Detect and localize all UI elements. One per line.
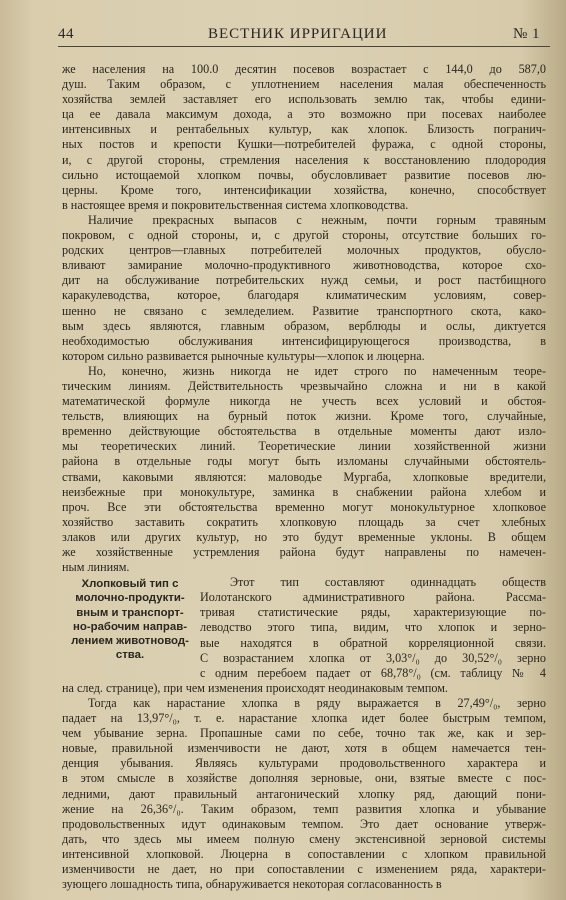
text-line: с одним перебоем падает от 68,78°/₀ (см. таблицу № 4: [200, 665, 546, 680]
text-line: неизбежные при монокультуре, заминка в снабжении района хлебом и: [62, 484, 546, 499]
paragraph-1: [62, 62, 546, 213]
text-line: шенно не связано с земледелием. Развитие транспортного скота, како-: [62, 303, 546, 318]
text-line: в этом смысле в хозяйстве дополняя зерновые, они, взятые вместе с пос-: [62, 771, 546, 786]
type-section: [62, 575, 546, 681]
text-line: церны. Кроме того, интенсификации хозяйства, конечно, способствует: [62, 182, 546, 197]
side-heading-line: но-рабочим направ-: [72, 620, 188, 633]
text-line: злаков или других культур, но это будут временные уклоны. В общем: [62, 529, 546, 544]
text-line: Наличие прекрасных выпасов с нежным, почти горным травяным: [88, 212, 546, 227]
text-line: новые, правильной изменчивости не дают, хотя в общем намечается тен-: [62, 741, 546, 756]
paragraph-2: [62, 213, 546, 364]
text-line: денция убывания. Являясь культурами продовольственного характера и: [62, 756, 546, 771]
text-line: мы теоретических линий. Теоретические линии хозяйственной жизни: [62, 439, 546, 454]
text-line: и, с другой стороны, стремления населения к восстановлению плодородия: [62, 152, 546, 167]
text-line: жение на 26,36°/₀. Таким образом, темп развития хлопка и убывание: [62, 801, 546, 816]
text-line: дать, что здесь мы имеем полную смену экстенсивной зерновой системы: [62, 831, 546, 846]
text-line: котором сильно развивается рыночные культуры—хлопок и люцерна.: [62, 348, 425, 363]
text-line: изменчивости не дает, но при сопоставлении с изменением ряда, характери-: [62, 861, 546, 876]
text-line: интенсивной хлопковой. Люцерна в сопоставлении с хлопком правильной: [62, 846, 546, 861]
text-line: интенсивных и рентабельных культур, как хлопок. Близость погранич-: [62, 122, 546, 137]
text-line: Этот тип составляют одиннадцать обществ: [230, 575, 546, 590]
side-heading-line: вным и транспорт-: [76, 606, 184, 619]
journal-title: ВЕСТНИК ИРРИГАЦИИ: [208, 26, 388, 42]
text-line: родских центров—главных потребителей молочных продуктов, обусло-: [62, 243, 546, 258]
text-line: ледними, дают правильный антагонический хлопку ряд, дающий пони-: [62, 786, 546, 801]
section-intro: [200, 575, 546, 681]
text-line: же хозяйственные устремления района будут направлены по намечен-: [62, 545, 546, 559]
text-line: Иолотанского административного района. Рассма-: [200, 590, 546, 605]
paragraph-3: [62, 364, 546, 575]
text-line: падает на 13,97°/₀, т. е. нарастание хлопка идет более быстрым темпом,: [62, 711, 546, 726]
text-line: ных постов и крепости Кушки—потребителей фуража, с одной стороны,: [62, 137, 546, 152]
section-tail-line: на след. странице), при чем изменения происходят неодинаковым темпом.: [62, 680, 448, 695]
text-line: чем убывание зерна. Пропашные сами по себе, точно так же, как и зер-: [62, 726, 546, 741]
article-body: [62, 62, 546, 892]
text-line: хозяйства землей заставляет его использовать землю так, чтобы едини-: [62, 92, 546, 107]
text-line: вым здесь являются, главным образом, верблюды и ослы, диктуется: [62, 318, 546, 333]
text-line: дит на обслуживание потребительских нужд семьи, и рост пастбищного: [62, 273, 546, 288]
text-line: в настоящее время и покровительственная система хлопководства.: [62, 197, 409, 212]
text-line: сильно истощаемой хлопком почвы, обусловливает развитие посевов лю-: [62, 167, 546, 182]
text-line: зующего лошадность типа, обнаруживается некоторая согласованность в: [62, 877, 442, 892]
text-line: вливают замирание молочно-продуктивного животноводства, которое схо-: [62, 258, 546, 273]
text-line: ца ее давала максимум дохода, а это возможно при посевах наиболее: [62, 107, 546, 122]
side-heading-line: ства.: [115, 649, 145, 662]
text-line: временно действующие обстоятельства в отдельные моменты дают изло-: [62, 424, 546, 439]
text-line: ствами, каковыми являются: маловодье Мургаба, хлопковые вредители,: [62, 469, 546, 484]
text-line: ным линиям.: [62, 560, 130, 575]
text-line: вые находятся в обратной корреляционной связи.: [200, 635, 546, 650]
text-line: тическим линиям. Действительность чрезвычайно сложна и ни в какой: [62, 378, 546, 393]
text-line: проч. Все эти обстоятельства временно могут монокультурное хлопковое: [62, 499, 546, 514]
side-heading-line: молочно-продукти-: [75, 592, 185, 605]
side-heading-line: лением животновод-: [71, 635, 189, 647]
text-line: продовольственных идут одинаковым темпом. Это дает основание утверж-: [62, 816, 546, 831]
text-line: Тогда как нарастание хлопка в ряду выражается в 27,49°/₀, зерно: [88, 695, 546, 710]
text-line: Но, конечно, жизнь никогда не идет строго по намеченным теоре-: [88, 363, 546, 378]
text-line: покровом, с одной стороны, и, с другой стороны, отсутствие больших го-: [62, 228, 546, 243]
page-number: 44: [58, 26, 74, 42]
page-header: [58, 26, 550, 47]
side-heading: [62, 577, 198, 662]
text-line: тельств, влияющих на бурный поток жизни. Кроме того, случайные,: [62, 409, 546, 424]
paragraph-4: [62, 696, 546, 892]
text-line: С возрастанием хлопка от 3,03°/₀ до 30,52°/₀ зерно: [200, 650, 546, 665]
side-heading-line: Хлопковый тип с: [81, 578, 179, 591]
text-line: же населения на 100.0 десятин посевов возрастает с 144,0 до 587,0: [62, 62, 546, 76]
text-line: необходимостью обслуживания интенсифицирующегося производства, в: [62, 333, 546, 348]
text-line: хозяйство заставить сократить хлопковую площадь за счет хлебных: [62, 514, 546, 529]
text-line: математической формуле никогда не учесть всех условий и обстоя-: [62, 394, 546, 409]
text-line: душ. Таким образом, с уплотнением населения малая обеспеченность: [62, 77, 546, 92]
text-line: тривая статистические ряды, характеризующие по-: [200, 605, 546, 620]
issue-number: № 1: [512, 26, 540, 42]
text-line: леводство этого типа, видим, что хлопок и зерно-: [200, 620, 546, 635]
text-line: каракулеводства, которое, благодаря климатическим условиям, совер-: [62, 288, 546, 303]
text-line: района в отдельные годы могут быть изломаны случайными обстоятель-: [62, 454, 546, 469]
